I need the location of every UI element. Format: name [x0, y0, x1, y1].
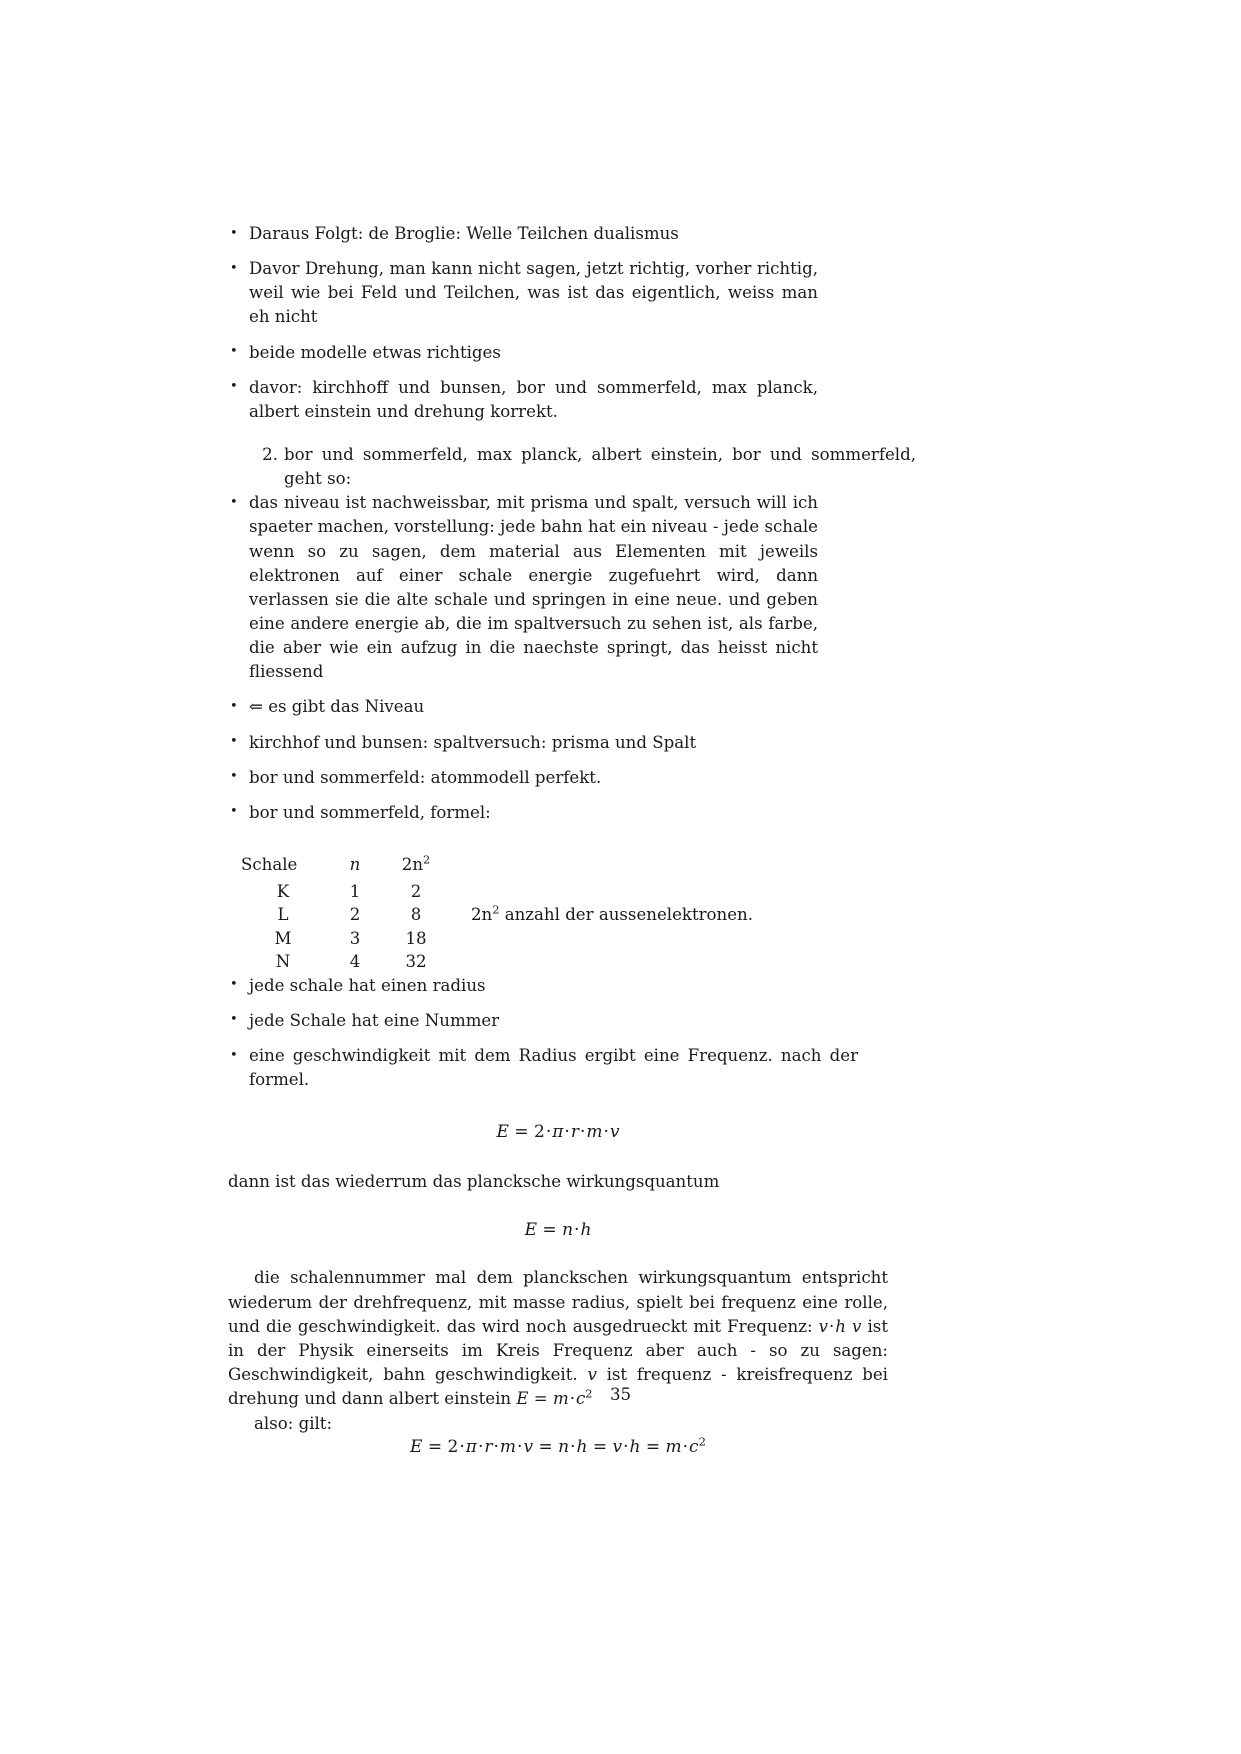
cell-n: 3	[349, 928, 361, 948]
cell-electrons: 2	[410, 881, 422, 901]
cell-n: 1	[349, 881, 361, 901]
bullet-text: es gibt das Niveau	[268, 697, 425, 717]
equation-2-text: E = n·h	[524, 1220, 592, 1241]
inline-math-vh: v·h v	[818, 1316, 862, 1336]
note-text: anzahl der aussenelektronen.	[504, 905, 754, 925]
sub-bullet-list	[228, 491, 818, 825]
list-item-arrow	[228, 695, 818, 719]
table-header-row	[241, 853, 753, 880]
shell-table	[241, 853, 753, 974]
display-equation-1	[228, 1122, 888, 1142]
cell-electrons: 18	[405, 928, 427, 948]
enum-text: bor und sommerfeld, max planck, albert einstein, bor und sommerfeld, geht so:	[284, 444, 916, 489]
cell-shale: K	[276, 881, 290, 901]
leftwards-double-arrow-icon: ⇐	[249, 697, 263, 717]
display-equation-3	[228, 1434, 888, 1458]
cell-note	[447, 950, 753, 974]
list-item	[228, 222, 818, 246]
list-item	[228, 731, 818, 755]
closing-part-1: die schalennummer mal dem planckschen wirkungsquantum entspricht wiederum der drehfrequenz, mit masse radius, spielt bei frequenz eine rolle, und die geschwindigkeit. das wird noch ausgedrueckt mit Frequenz:	[228, 1268, 888, 1336]
column-header-2n-squared: $2n^2$	[401, 853, 431, 874]
bullet-text: jede schale hat einen radius	[249, 975, 486, 995]
list-item	[228, 376, 818, 424]
list-item	[228, 257, 818, 329]
column-header-n: n	[349, 854, 361, 874]
equation-1-text: E = 2·π·r·m·v	[496, 1122, 620, 1143]
bullet-text: Daraus Folgt: de Broglie: Welle Teilchen dualismus	[249, 224, 679, 243]
interstitial-text: dann ist das wiederrum das plancksche wirkungsquantum	[228, 1172, 720, 1192]
table-row	[241, 927, 753, 951]
equation-3-text: $E = 2\cdot\pi\cdot r\cdot m\cdot v = n\cdot h = v\cdot h = m\cdot c^2$	[410, 1434, 706, 1458]
bullet-text: davor: kirchhoff und bunsen, bor und sommerfeld, max planck, albert einstein und drehung korrekt.	[249, 377, 818, 421]
table-row	[241, 950, 753, 974]
page-number: 35	[609, 1385, 632, 1404]
closing-part-2: ist in der Physik einerseits im Kreis Frequenz aber auch - so zu sagen: Geschwindigkeit, bahn geschwindigkeit.	[228, 1316, 888, 1385]
note-prefix-exponent: 2	[492, 903, 500, 917]
inline-math-v: v	[587, 1365, 597, 1385]
list-item	[228, 491, 818, 684]
cell-note	[447, 903, 753, 927]
cell-shale: M	[274, 928, 292, 948]
cell-note	[447, 927, 753, 951]
list-item	[228, 341, 818, 365]
cell-shale: N	[275, 952, 291, 972]
cell-n: 4	[349, 952, 361, 972]
bullet-text: bor und sommerfeld: atommodell perfekt.	[249, 767, 602, 787]
bullet-text: kirchhof und bunsen: spaltversuch: prisma und Spalt	[249, 732, 697, 752]
table-row	[241, 880, 753, 904]
outer-bullet-list	[228, 974, 858, 1093]
cell-shale: L	[277, 905, 289, 925]
list-item	[228, 974, 858, 998]
top-bullet-list	[228, 222, 818, 424]
bullet-text: Davor Drehung, man kann nicht sagen, jetzt richtig, vorher richtig, weil wie bei Feld und Teilchen, was ist das eigentlich, weiss man eh nicht	[249, 259, 818, 327]
page-content	[228, 222, 916, 1458]
enum-number: 2.	[262, 444, 278, 464]
cell-note	[447, 880, 753, 904]
display-equation-2	[228, 1220, 888, 1240]
enumerated-item-2	[256, 443, 916, 491]
bullet-text: das niveau ist nachweissbar, mit prisma und spalt, versuch will ich spaeter machen, vorstellung: jede bahn hat ein niveau - jede schale wenn so zu sagen, dem material aus Elementen mit jeweils elektronen auf einer schale energie zugefuehrt wird, dann verlassen sie die alte schale und springen in eine neue. und geben eine andere energie ab, die im spaltversuch zu sehen ist, als farbe, die aber wie ein aufzug in die naechste springt, das heisst nicht fliessend	[249, 493, 818, 682]
list-item	[228, 1044, 858, 1092]
inline-math-emc2: $E = m\cdot c^2$	[516, 1387, 593, 1409]
bullet-text: eine geschwindigkeit mit dem Radius ergibt eine Frequenz. nach der formel.	[249, 1046, 858, 1090]
note-prefix-base: 2n	[471, 905, 493, 925]
bullet-text: beide modelle etwas richtiges	[249, 342, 501, 362]
cell-electrons: 8	[410, 905, 422, 925]
list-item	[228, 766, 818, 790]
closing-paragraph-block	[228, 1266, 888, 1457]
bullet-text: bor und sommerfeld, formel:	[249, 802, 491, 822]
also-gilt-line: also: gilt:	[254, 1414, 333, 1434]
cell-n: 2	[349, 905, 361, 925]
table-row	[241, 903, 753, 927]
list-item	[228, 1009, 858, 1033]
closing-part-3: ist frequenz - kreisfrequenz bei drehung und dann albert einstein	[228, 1365, 888, 1409]
bullet-text: jede Schale hat eine Nummer	[249, 1010, 500, 1030]
list-item	[228, 801, 818, 825]
cell-electrons: 32	[405, 952, 427, 972]
column-header-shale: Schale	[241, 854, 298, 874]
header-note-spacer	[447, 853, 753, 880]
